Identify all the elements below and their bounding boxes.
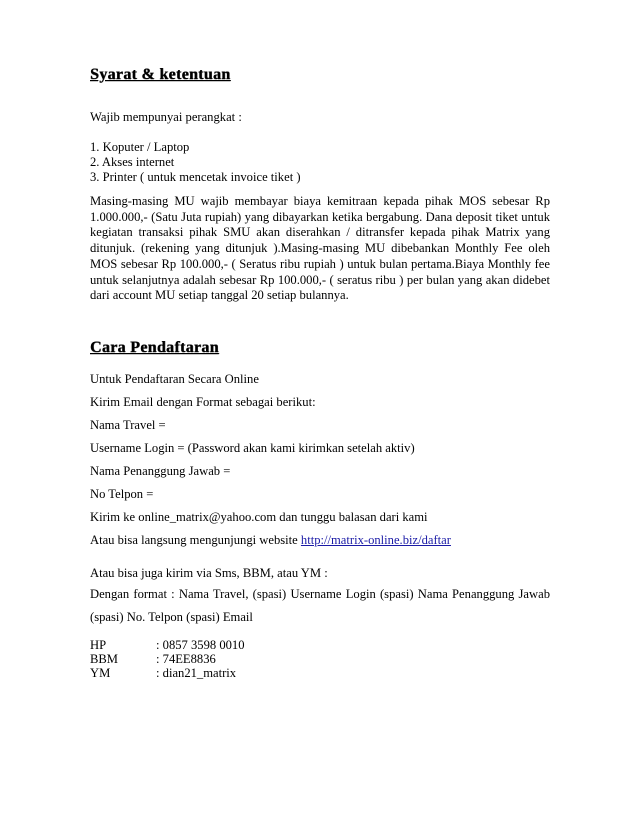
list-item: 1. Koputer / Laptop [90,140,190,154]
website-line [90,533,451,548]
paragraph-line: ditunjuk. (rekening yang ditunjuk ).Masing-masing MU dibebankan Monthly Fee oleh [90,241,550,256]
paragraph-line: 1.000.000,- (Satu Juta rupiah) yang dibayarkan ketika bergabung. Dana deposit tiket untuk [90,209,550,224]
format-paragraph [90,583,550,629]
paragraph-line: Masing-masing MU wajib membayar biaya kemitraan kepada pihak MOS sebesar Rp [90,194,550,208]
contact-label-ym: YM [90,666,111,680]
section-title-syarat: Syarat & ketentuan [90,66,231,83]
registration-line: Untuk Pendaftaran Secara Online [90,372,259,386]
list-item: 2. Akses internet [90,155,175,169]
section-title-pendaftaran: Cara Pendaftaran [90,339,219,356]
registration-line: Nama Travel = [90,418,166,432]
paragraph-line: untuk selanjutnya adalah sebesar Rp 100.000,- ( seratus ribu ) per bulan yang akan didebet [90,272,550,287]
registration-line: Nama Penanggung Jawab = [90,464,231,478]
sms-line: Atau bisa juga kirim via Sms, BBM, atau YM : [90,566,328,580]
registration-line: No Telpon = [90,487,154,501]
terms-paragraph [90,194,550,304]
paragraph-line: kegiatan transaksi pihak SMU akan diserahkan / ditransfer kepada pihak Matrix yang [90,225,550,240]
list-item: 3. Printer ( untuk mencetak invoice tiket ) [90,170,301,184]
intro-text: Wajib mempunyai perangkat : [90,110,242,124]
website-prefix: Atau bisa langsung mengunjungi website [90,533,301,547]
contact-label-bbm: BBM [90,652,118,666]
paragraph-line: MOS sebesar Rp 100.000,- ( Seratus ribu rupiah ) untuk bulan pertama.Biaya Monthly fee [90,256,550,271]
format-line: (spasi) No. Telpon (spasi) Email [90,610,253,624]
contact-label-hp: HP [90,638,107,652]
contact-value-hp: : 0857 3598 0010 [156,638,245,652]
registration-line: Kirim ke online_matrix@yahoo.com dan tunggu balasan dari kami [90,510,428,524]
contact-value-bbm: : 74EE8836 [156,652,216,666]
paragraph-line: dari account MU setiap tanggal 20 setiap bulannya. [90,288,349,303]
format-line: Dengan format : Nama Travel, (spasi) Username Login (spasi) Nama Penanggung Jawab [90,587,550,601]
website-link[interactable]: http://matrix-online.biz/daftar [300,533,451,547]
contact-value-ym: : dian21_matrix [156,666,237,680]
registration-line: Username Login = (Password akan kami kirimkan setelah aktiv) [90,441,415,455]
registration-line: Kirim Email dengan Format sebagai berikut: [90,395,316,409]
